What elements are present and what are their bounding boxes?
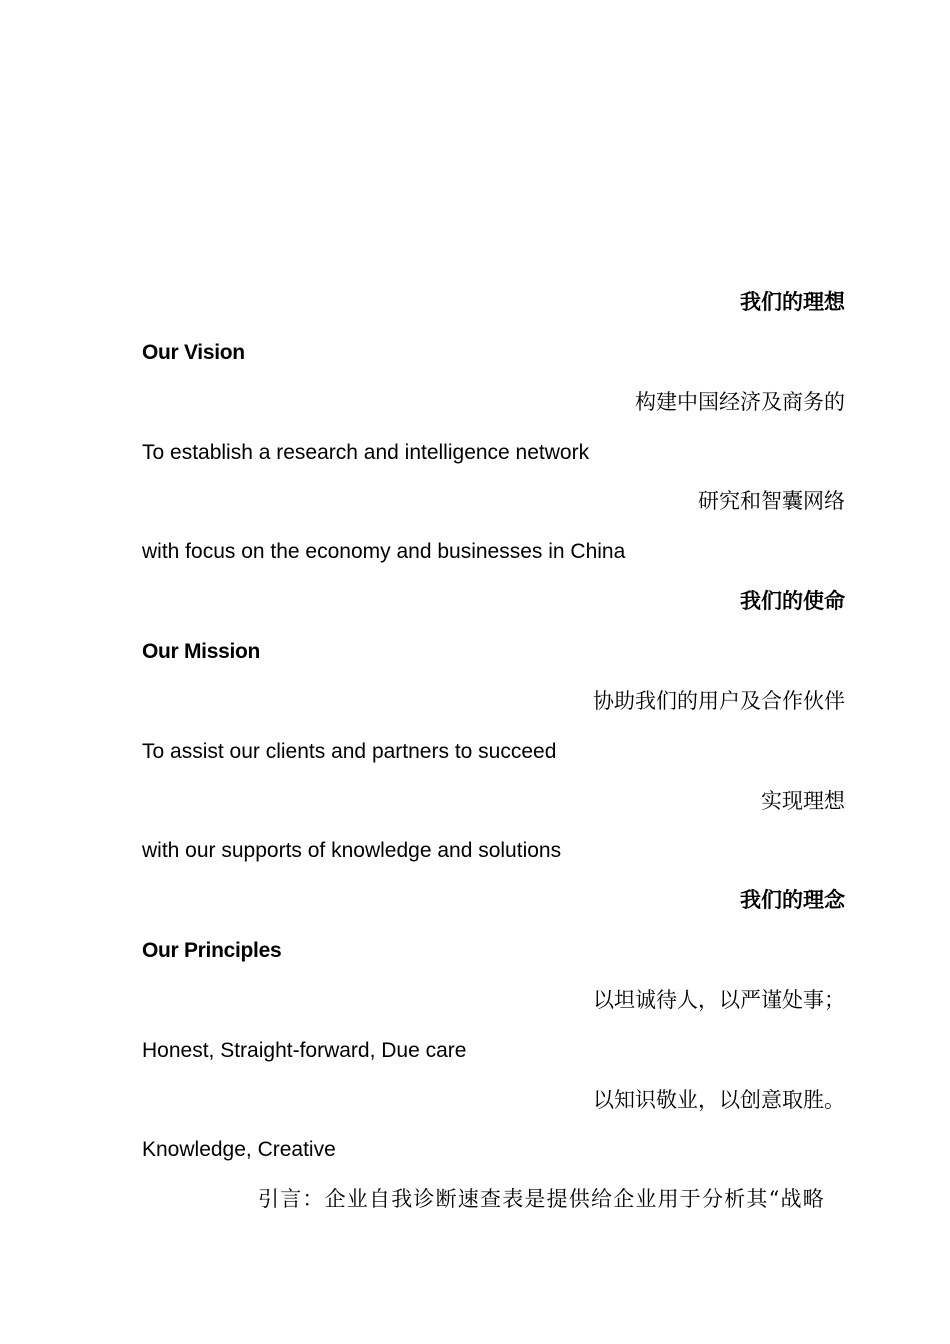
- mission-line1-zh: 协助我们的用户及合作伙伴: [593, 689, 845, 713]
- vision-heading-zh: 我们的理想: [740, 290, 845, 314]
- mission-line2-zh: 实现理想: [761, 789, 845, 813]
- principles-heading-zh: 我们的理念: [740, 888, 845, 912]
- principles-line2-zh: 以知识敬业，以创意取胜。: [593, 1088, 845, 1112]
- principles-line2-en: Knowledge, Creative: [142, 1138, 336, 1161]
- mission-heading-en: Our Mission: [142, 640, 261, 663]
- vision-line2-en: with focus on the economy and businesses in China: [142, 540, 626, 563]
- mission-heading-zh: 我们的使命: [740, 589, 845, 613]
- vision-line2-zh: 研究和智囊网络: [698, 489, 845, 513]
- vision-line1-zh: 构建中国经济及商务的: [635, 390, 845, 414]
- mission-line2-en: with our supports of knowledge and solutions: [142, 839, 562, 862]
- mission-line1-en: To assist our clients and partners to succeed: [142, 740, 557, 763]
- principles-heading-en: Our Principles: [142, 939, 282, 962]
- principles-line1-en: Honest, Straight-forward, Due care: [142, 1039, 467, 1062]
- vision-line1-en: To establish a research and intelligence network: [142, 441, 590, 464]
- intro-text: 引言：企业自我诊断速查表是提供给企业用于分析其“战略: [258, 1187, 825, 1211]
- vision-heading-en: Our Vision: [142, 341, 245, 364]
- principles-line1-zh: 以坦诚待人，以严谨处事；: [593, 988, 845, 1012]
